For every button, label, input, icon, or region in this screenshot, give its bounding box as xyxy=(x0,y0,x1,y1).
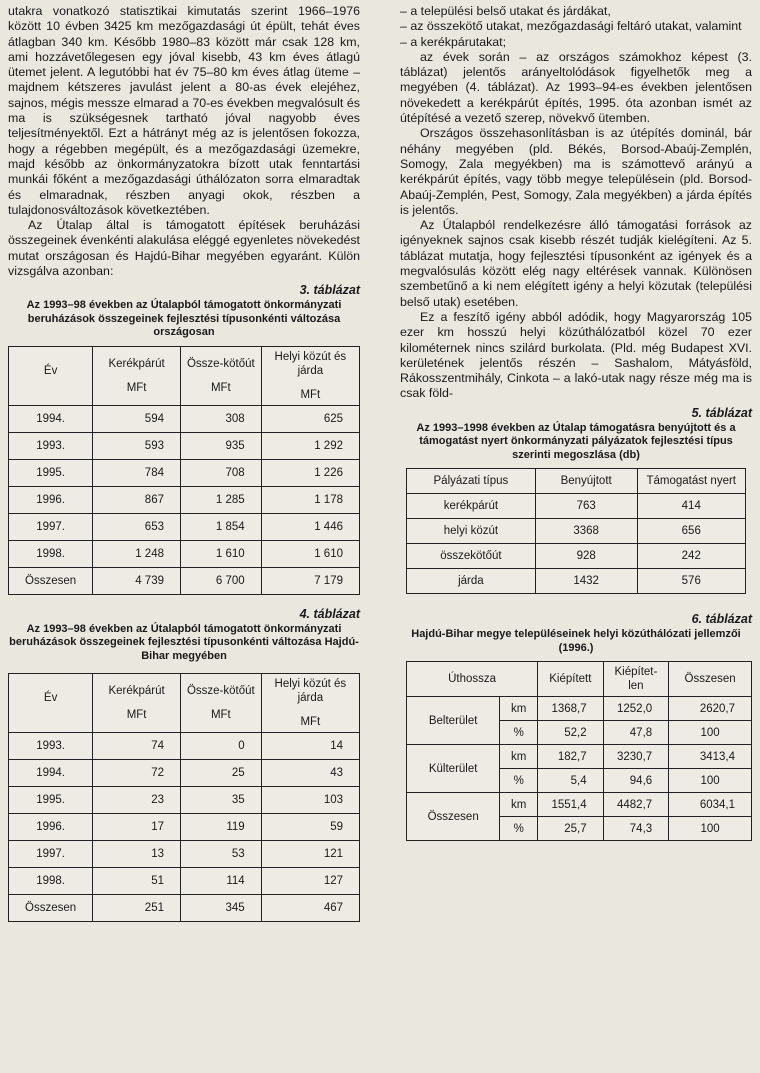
cell: 6034,1 xyxy=(669,793,752,817)
row-group-label: Külterület xyxy=(407,745,500,793)
cell: 867 xyxy=(93,486,181,513)
bullet-item: – az összekötő utakat, mezőgazdasági feltáró utakat, valamint xyxy=(400,19,742,34)
cell: 127 xyxy=(261,868,359,895)
cell: % xyxy=(500,769,538,793)
cell: 3413,4 xyxy=(669,745,752,769)
table-total-row xyxy=(407,793,752,817)
cell: 25,7 xyxy=(538,817,604,841)
header-cell: Kiépített xyxy=(538,662,604,697)
cell: 1 292 xyxy=(261,432,359,459)
cell: 4482,7 xyxy=(603,793,669,817)
cell: 119 xyxy=(180,814,261,841)
cell: 1252,0 xyxy=(603,697,669,721)
cell: 763 xyxy=(535,494,637,519)
cell: 708 xyxy=(180,459,261,486)
header-cell: Kerékpárút MFt xyxy=(93,674,181,733)
cell: 1997. xyxy=(9,841,93,868)
body-paragraph: Országos összehasonlításban is az útépítés dominál, bár néhány megyében (pld. Békés, Borsod-Abaúj-Zemplén, Somogy, Zala megyékben) ma is számottevő arányú a kerékpárút építés, vagy több megye településein (pld. Borsod-Abaúj-Zemplén, Pest, Somogy, Zala megyékben) a járda építés is jelentős. xyxy=(400,126,752,217)
cell: 935 xyxy=(180,432,261,459)
table-row xyxy=(9,760,360,787)
table-row xyxy=(9,787,360,814)
header-cell: Benyújtott xyxy=(535,469,637,494)
cell: 114 xyxy=(180,868,261,895)
cell: 345 xyxy=(180,895,261,922)
table-total-row xyxy=(9,895,360,922)
table-row xyxy=(407,745,752,769)
cell: 467 xyxy=(261,895,359,922)
header-cell: Helyi közút és járda MFt xyxy=(261,674,359,733)
table-label: 6. táblázat xyxy=(691,612,752,627)
left-column xyxy=(8,4,360,922)
cell: 1 854 xyxy=(180,513,261,540)
table-caption: Hajdú-Bihar megye településeinek helyi közúthálózati jellemzői (1996.) xyxy=(411,628,741,654)
table-header-row xyxy=(407,469,746,494)
cell: Összesen xyxy=(9,567,93,594)
header-cell: Év xyxy=(9,674,93,733)
header-cell: Kerékpárút MFt xyxy=(93,346,181,405)
cell: 242 xyxy=(637,544,746,569)
table-row xyxy=(9,814,360,841)
cell: 1432 xyxy=(535,569,637,594)
row-group-label: Belterület xyxy=(407,697,500,745)
cell: 0 xyxy=(180,733,261,760)
table-4 xyxy=(8,673,360,922)
row-group-label: Összesen xyxy=(407,793,500,841)
cell: 1996. xyxy=(9,814,93,841)
table-caption: Az 1993–98 években az Útalapból támogatott önkormányzati beruházások összegeinek fejlesztési típusonkénti változása országosan xyxy=(26,299,342,339)
cell: 74,3 xyxy=(603,817,669,841)
cell: 1994. xyxy=(9,760,93,787)
cell: 414 xyxy=(637,494,746,519)
cell: 593 xyxy=(93,432,181,459)
cell: % xyxy=(500,817,538,841)
table-row xyxy=(9,405,360,432)
table-caption: Az 1993–98 években az Útalapból támogatott önkormányzati beruházások összegeinek fejlesztési típusonkénti változása Hajdú-Bihar megyében xyxy=(9,622,359,662)
body-paragraph: az évek során – az országos számokhoz képest (3. táblázat) jelentős arányeltolódások figyelhetők meg a megyében (4. táblázat). Az 1993–94-es években jelentősen növekedett a kerékpárút építés, 1995. óta azonban ismét az útépítésé a vezető szerep, növekvő ütemben. xyxy=(400,49,752,126)
header-cell: Támogatást nyert xyxy=(637,469,746,494)
table-row xyxy=(9,432,360,459)
table-row xyxy=(9,733,360,760)
table-6 xyxy=(406,661,752,841)
body-paragraph: utakra vonatkozó statisztikai kimutatás szerint 1966–1976 között 10 évben 3425 km mezőgazdasági út épült, tehát éves átlagban 340 km. Később 1980–83 között már csak 128 km, ami hozzávetőlegesen egy jóval kisebb, 43 km éves átlagú ütemet jelent. A legutóbbi hat év 75–80 km éves átlag üteme – majdnem kétszeres javulást jelent a 80-as évek elejéhez, sajnos, mégis messze elmarad a 70-es években megvalósult és ma is szükségesnek tartható jóval nagyobb éves teljesítményektől. Ezt a hátrányt még az is jelentősen fokozza, hogy a régebben megépült, és a mezőgazdasági üzemekre, majd később az önkormányzatokra bízott utak fenntartási munkái főként a mezőgazdasági úthálózaton sorra elmaradtak és elmaradnak, részben anyagi okok, részben a tulajdonosváltozások következtében. xyxy=(8,4,360,217)
table-label: 3. táblázat xyxy=(299,283,360,298)
table-header-row xyxy=(9,674,360,733)
cell: 625 xyxy=(261,405,359,432)
cell: járda xyxy=(407,569,536,594)
table-row xyxy=(9,868,360,895)
cell: 1 446 xyxy=(261,513,359,540)
cell: 74 xyxy=(93,733,181,760)
cell: 1 226 xyxy=(261,459,359,486)
cell: 3230,7 xyxy=(603,745,669,769)
table-row xyxy=(9,486,360,513)
cell: 3368 xyxy=(535,519,637,544)
cell: 13 xyxy=(93,841,181,868)
cell: 784 xyxy=(93,459,181,486)
cell: 4 739 xyxy=(93,567,181,594)
table-row xyxy=(9,459,360,486)
cell: 52,2 xyxy=(538,721,604,745)
cell: 1 285 xyxy=(180,486,261,513)
table-header-row xyxy=(407,662,752,697)
cell: 100 xyxy=(669,817,752,841)
cell: 1998. xyxy=(9,868,93,895)
cell: 59 xyxy=(261,814,359,841)
header-cell: Helyi közút és járda MFt xyxy=(261,346,359,405)
cell: 35 xyxy=(180,787,261,814)
cell: 1995. xyxy=(9,787,93,814)
table-5 xyxy=(406,468,746,594)
cell: 594 xyxy=(93,405,181,432)
header-cell: Össze-kötőút MFt xyxy=(180,674,261,733)
cell: km xyxy=(500,745,538,769)
cell: 1 248 xyxy=(93,540,181,567)
cell: 1 610 xyxy=(180,540,261,567)
table-header-row xyxy=(9,346,360,405)
header-cell: Össze-kötőút MFt xyxy=(180,346,261,405)
cell: km xyxy=(500,793,538,817)
cell: 121 xyxy=(261,841,359,868)
table-label: 4. táblázat xyxy=(299,606,360,621)
cell: 308 xyxy=(180,405,261,432)
body-paragraph: Ez a feszítő igény abból adódik, hogy Magyarország 105 ezer km hosszú helyi közúthálózatból közel 70 ezer kilométernek nincs szilárd burkolata. (Pld. még Budapest XVI. kerületének jelentős részén – Sashalom, Mátyásföld, Rákosszentmihály, Cinkota – a lakó-utak nagy része még ma is csak föld- xyxy=(400,309,752,401)
body-paragraph: Az Útalap által is támogatott építések beruházási összegeinek évenkénti alakulása eléggé egyenletes növekedést mutat országosan és Hajdú-Bihar megyében egyaránt. Külön vizsgálva azonban: xyxy=(8,218,361,279)
table-total-row xyxy=(9,567,360,594)
cell: 1 610 xyxy=(261,540,359,567)
header-cell: Összesen xyxy=(669,662,752,697)
header-cell: Év xyxy=(9,346,93,405)
cell: 576 xyxy=(637,569,746,594)
cell: % xyxy=(500,721,538,745)
cell: km xyxy=(500,697,538,721)
table-3 xyxy=(8,346,360,595)
table-row xyxy=(9,513,360,540)
cell: 1551,4 xyxy=(538,793,604,817)
cell: 103 xyxy=(261,787,359,814)
table-row xyxy=(407,569,746,594)
cell: 1998. xyxy=(9,540,93,567)
cell: 7 179 xyxy=(261,567,359,594)
header-cell: Úthossza xyxy=(407,662,538,697)
header-cell: Pályázati típus xyxy=(407,469,536,494)
cell: 47,8 xyxy=(603,721,669,745)
cell: 53 xyxy=(180,841,261,868)
right-column xyxy=(400,4,752,841)
cell: 1997. xyxy=(9,513,93,540)
cell: Összesen xyxy=(9,895,93,922)
cell: 1996. xyxy=(9,486,93,513)
table-row xyxy=(9,540,360,567)
cell: 928 xyxy=(535,544,637,569)
cell: kerékpárút xyxy=(407,494,536,519)
cell: 43 xyxy=(261,760,359,787)
cell: 14 xyxy=(261,733,359,760)
table-label: 5. táblázat xyxy=(691,405,752,420)
cell: 653 xyxy=(93,513,181,540)
table-row xyxy=(407,544,746,569)
cell: helyi közút xyxy=(407,519,536,544)
cell: 94,6 xyxy=(603,769,669,793)
bullet-item: – a települési belső utakat és járdákat, xyxy=(400,4,611,18)
cell: 1368,7 xyxy=(538,697,604,721)
table-row xyxy=(9,841,360,868)
cell: 6 700 xyxy=(180,567,261,594)
cell: 100 xyxy=(669,769,752,793)
body-paragraph: Az Útalapból rendelkezésre álló támogatási források az igényeknek sajnos csak kisebb részét tudják kielégíteni. Az 5. táblázat mutatja, hogy fejlesztési típusonként az igények és a megvalósulás között elég nagy eltérések vannak. Különösen szembetűnő a ki nem elégített igény a helyi közutak (települési belső utak) esetében. xyxy=(400,218,752,309)
table-caption: Az 1993–1998 években az Útalap támogatásra benyújtott és a támogatást nyert önkormányzati pályázatok fejlesztési típus szerinti megoszlása (db) xyxy=(416,421,736,461)
table-row xyxy=(407,494,746,519)
table-row xyxy=(407,519,746,544)
cell: 5,4 xyxy=(538,769,604,793)
cell: 23 xyxy=(93,787,181,814)
cell: 100 xyxy=(669,721,752,745)
header-cell: Kiépítet-len xyxy=(603,662,669,697)
cell: 72 xyxy=(93,760,181,787)
cell: 51 xyxy=(93,868,181,895)
bullet-item: – a kerékpárutakat; xyxy=(400,34,507,49)
cell: 656 xyxy=(637,519,746,544)
cell: 25 xyxy=(180,760,261,787)
cell: 1993. xyxy=(9,733,93,760)
cell: 182,7 xyxy=(538,745,604,769)
cell: 17 xyxy=(93,814,181,841)
cell: 1993. xyxy=(9,432,93,459)
cell: összekötőút xyxy=(407,544,536,569)
cell: 1994. xyxy=(9,405,93,432)
cell: 2620,7 xyxy=(669,697,752,721)
cell: 1995. xyxy=(9,459,93,486)
cell: 1 178 xyxy=(261,486,359,513)
cell: 251 xyxy=(93,895,181,922)
table-row xyxy=(407,697,752,721)
